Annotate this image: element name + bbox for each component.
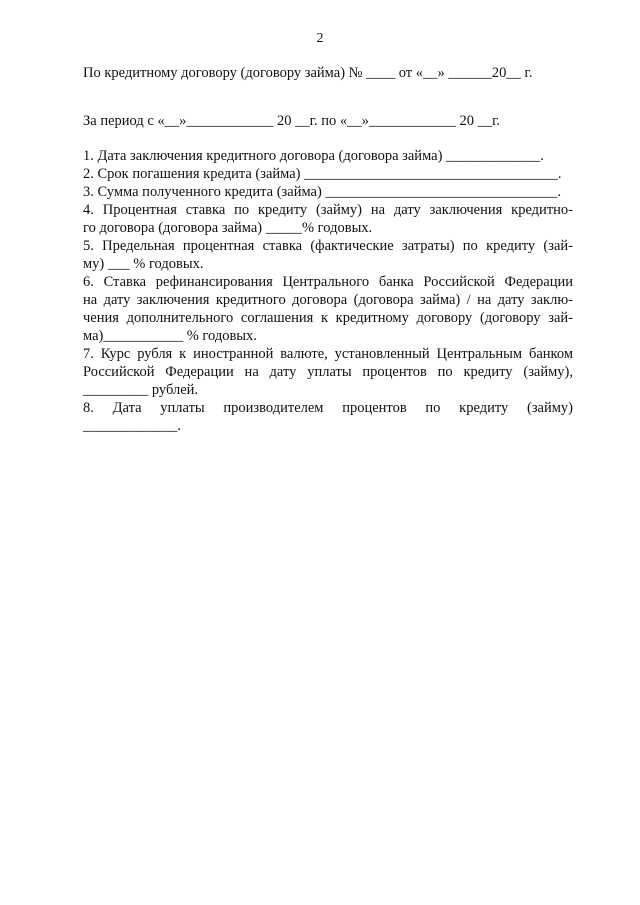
item-2-line-1: 2. Срок погашения кредита (займа) ___________________________________. [83,166,562,182]
item-6-line-3: чения дополнительного соглашения к кредитному договору (договору зай- [83,310,573,326]
item-6-line-2: на дату заключения кредитного договора (договора займа) / на дату заклю- [83,292,573,308]
item-3-line-1: 3. Сумма полученного кредита (займа) ________________________________. [83,184,562,200]
item-8-line-1: 8. Дата уплаты производителем процентов по кредиту (займу) [83,400,573,416]
item-8-line-2: _____________. [83,418,181,434]
item-5-line-2: му) ___ % годовых. [83,256,204,272]
item-6-line-4: ма)___________ % годовых. [83,328,257,344]
item-6-line-1: 6. Ставка рефинансирования Центрального банка Российской Федерации [83,274,573,290]
item-5-line-1: 5. Предельная процентная ставка (фактические затраты) по кредиту (зай- [83,238,573,254]
item-4-line-2: го договора (договора займа) _____% годовых. [83,220,373,236]
item-7-line-1: 7. Курс рубля к иностранной валюте, установленный Центральным банком [83,346,573,362]
period-line: За период с «__»____________ 20 __г. по «__»____________ 20 __г. [83,113,501,129]
item-4-line-1: 4. Процентная ставка по кредиту (займу) на дату заключения кредитно- [83,202,573,218]
item-7-line-3: _________ рублей. [83,382,199,398]
page-number: 2 [316,31,324,46]
contract-line: По кредитному договору (договору займа) № ____ от «__» ______20__ г. [83,65,533,81]
item-1-line-1: 1. Дата заключения кредитного договора (договора займа) _____________. [83,148,544,164]
item-7-line-2: Российской Федерации на дату уплаты процентов по кредиту (займу), [83,364,573,380]
